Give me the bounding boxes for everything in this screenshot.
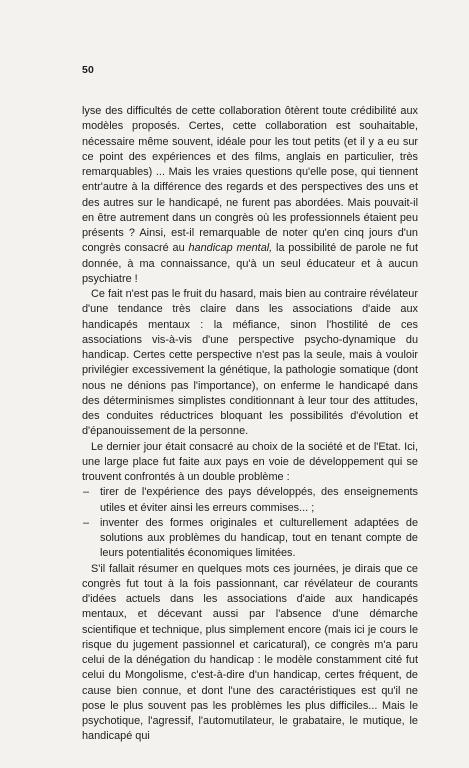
paragraph-1-text-a: lyse des difficultés de cette collaboration ôtèrent toute crédibilité aux modèles proposés. Certes, cette collaboration est souhaitable, nécessaire même souvent, idéale pour les tout petits (et il y a eu sur ce point des expériences et des films, anglais en particulier, très remarquables) ... Mais les vraies questions qu'elle pose, qui tiennent entr'autre à la différence des regards et des perspectives des uns et des autres sur le handicapé, ne furent pas abordées. Mais pouvait-il en être autrement dans un congrès où les professionnels étaient peu présents ? Ainsi, est-il remarquable de noter qu'en cinq jours d'un congrès consacré au <box>82 105 418 255</box>
paragraph-1-text-b: la possibilité de parole ne fut donnée, à ma connaissance, qu'à un seul éducateur et à aucun psychiatre ! <box>82 242 418 285</box>
list-item: – tirer de l'expérience des pays développés, des enseignements utiles et éviter ainsi les erreurs commises... ; <box>82 485 418 516</box>
paragraph-1-emphasis: handicap mental, <box>188 242 273 255</box>
list-item: – inventer des formes originales et culturellement adaptées de solutions aux problèmes du handicap, tout en tenant compte de leurs potentialités économiques limitées. <box>82 516 418 562</box>
dash-list <box>82 485 418 561</box>
paragraph-4: S'il fallait résumer en quelques mots ces journées, je dirais que ce congrès fut tout à la fois passionnant, car révélateur de courants d'idées actuels dans les associations d'aide aux handicapés mentaux, et décevant aussi par l'absence d'une démarche scientifique et technique, plus simplement encore (mais ici je cours le risque du jugement passionnel et caricatural), ce congrès m'a paru celui de la dénégation du handicap : le modèle constamment cité fut celui du Mongolisme, c'est-à-dire d'un handicap, certes fréquent, de cause bien connue, et dont l'une des caractéristiques est qu'il ne pose le plus souvent pas les problèmes les plus difficiles... Mais le psychotique, l'agressif, l'automutilateur, le grabataire, le mutique, le handicapé qui <box>82 562 418 743</box>
paragraph-2: Ce fait n'est pas le fruit du hasard, mais bien au contraire révélateur d'une tendance très claire dans les associations d'aide aux handicapés mentaux : la méfiance, sinon l'hostilité de ces associations vis-à-vis d'une perspective psycho-dynamique du handicap. Certes cette perspective n'est pas la seule, mais à vouloir privilégier excessivement la génétique, la pathologie somatique (dont nous ne dénions pas l'importance), on enferme le handicapé dans des déterminismes simplistes conditionnant à leur tour des attitudes, des conduites réductrices bloquant les possibilités d'évolution et d'épanouissement de la personne. <box>82 288 418 438</box>
paragraph-1 <box>82 104 418 287</box>
paragraph-3: Le dernier jour était consacré au choix de la société et de l'Etat. Ici, une large place fut faite aux pays en voie de développement qui se trouvent confrontés à un double problème : <box>82 440 418 483</box>
body-text <box>82 104 418 745</box>
page-number: 50 <box>82 64 95 76</box>
